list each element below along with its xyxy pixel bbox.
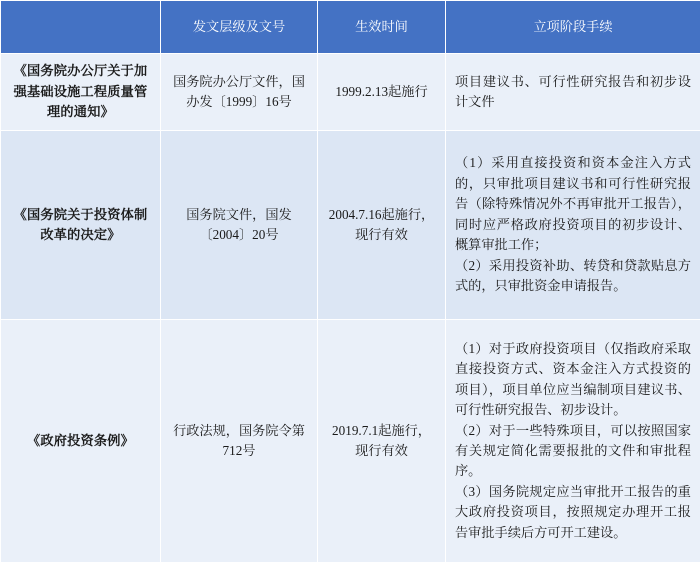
cell-doc-level: 国务院文件，国发〔2004〕20号 xyxy=(161,131,318,320)
table-header-row xyxy=(1,1,700,54)
table-row xyxy=(1,131,700,320)
procedure-item: 项目建议书、可行性研究报告和初步设计文件 xyxy=(455,72,691,113)
procedure-item: （1）采用直接投资和资本金注入方式的，只审批项目建议书和可行性研究报告（除特殊情况外不再审批开工报告），同时应严格政府投资项目的初步设计、概算审批工作； xyxy=(455,153,691,255)
cell-doc-level: 行政法规，国务院令第712号 xyxy=(161,320,318,563)
cell-effective-date: 2004.7.16起施行，现行有效 xyxy=(318,131,446,320)
column-header-name xyxy=(1,1,161,54)
procedure-item: （2）对于一些特殊项目，可以按照国家有关规定简化需要报批的文件和审批程序。 xyxy=(455,421,691,482)
cell-doc-level: 国务院办公厅文件，国办发〔1999〕16号 xyxy=(161,54,318,131)
column-header-procedure: 立项阶段手续 xyxy=(446,1,700,54)
cell-procedure xyxy=(446,131,700,320)
cell-procedure xyxy=(446,320,700,563)
cell-procedure xyxy=(446,54,700,131)
procedure-item: （2）采用投资补助、转贷和贷款贴息方式的，只审批资金申请报告。 xyxy=(455,256,691,297)
cell-effective-date: 2019.7.1起施行，现行有效 xyxy=(318,320,446,563)
procedure-item: （1）对于政府投资项目（仅指政府采取直接投资方式、资本金注入方式投资的项目），项目单位应当编制项目建议书、可行性研究报告、初步设计。 xyxy=(455,339,691,421)
table-row xyxy=(1,320,700,563)
column-header-effective-date: 生效时间 xyxy=(318,1,446,54)
cell-regulation-name: 《国务院关于投资体制改革的决定》 xyxy=(1,131,161,320)
cell-regulation-name: 《政府投资条例》 xyxy=(1,320,161,563)
table-row xyxy=(1,54,700,131)
column-header-doc-level: 发文层级及文号 xyxy=(161,1,318,54)
cell-effective-date: 1999.2.13起施行 xyxy=(318,54,446,131)
procedure-item: （3）国务院规定应当审批开工报告的重大政府投资项目，按照规定办理开工报告审批手续后方可开工建设。 xyxy=(455,482,691,543)
cell-regulation-name: 《国务院办公厅关于加强基础设施工程质量管理的通知》 xyxy=(1,54,161,131)
table-header xyxy=(1,1,700,54)
table-body xyxy=(1,54,700,563)
